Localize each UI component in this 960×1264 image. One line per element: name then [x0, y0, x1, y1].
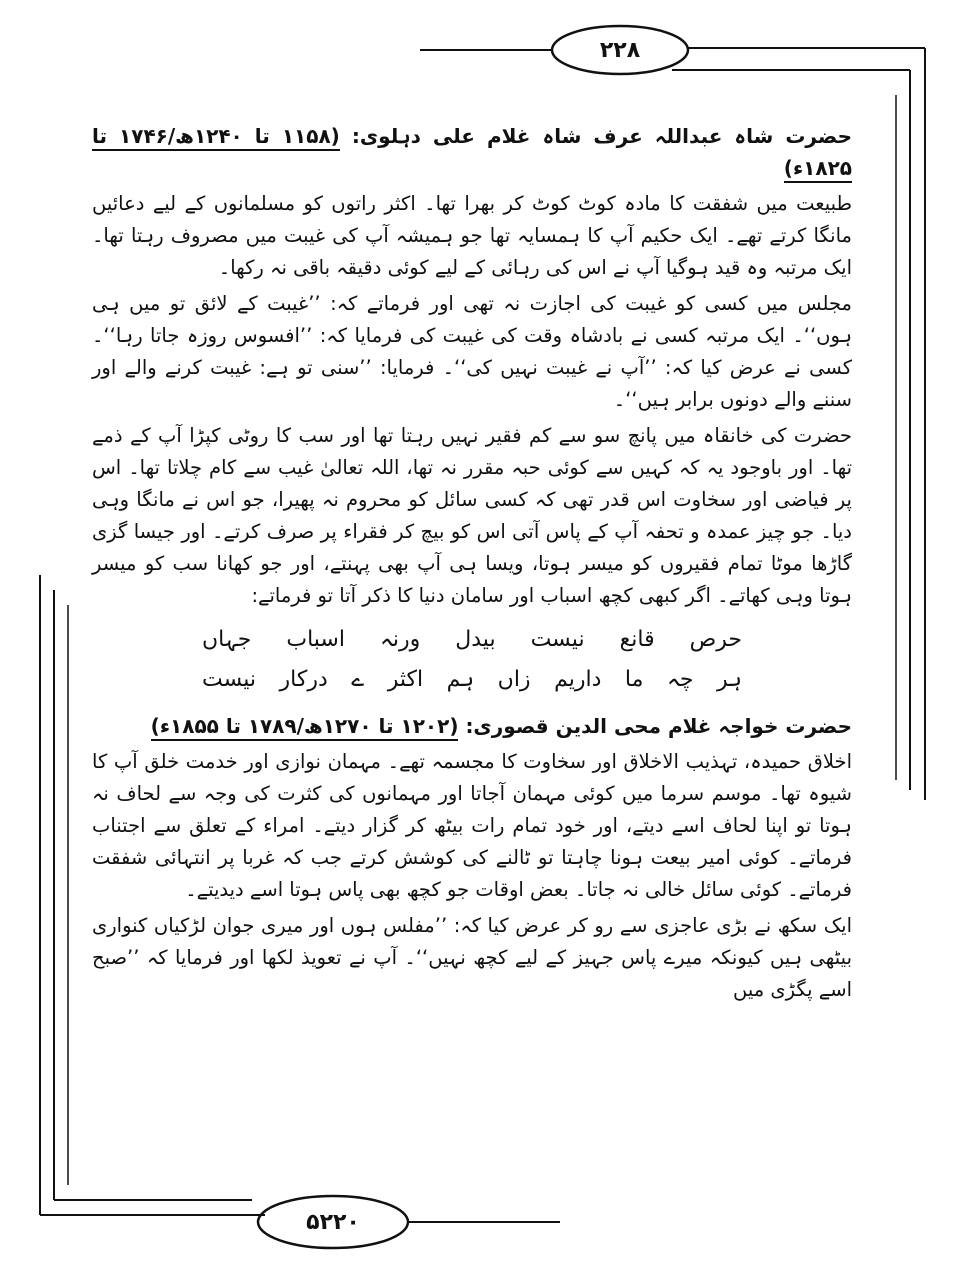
paragraph: حضرت کی خانقاہ میں پانچ سو سے کم فقیر نہیں رہتا تھا اور سب کا روٹی کپڑا آپ کے ذمے تھا۔ اور باوجود یہ کہ کہیں سے کوئی حبہ مقرر نہ تھا، اللہ تعالیٰ غیب سے کام چلاتا تھا۔ اس پر فیاضی اور سخاوت اس قدر تھی کہ کسی سائل کو محروم نہ پھیرا، جو اس نے مانگا وہی دیا۔ جو چیز عمدہ و تحفہ آپ کے پاس آتی اس کو بیچ کر فقراء پر صرف کرتے۔ اور جیسا گزی گاڑھا موٹا تمام فقیروں کو میسر ہوتا، ویسا ہی آپ بھی پہنتے، اور جو کھانا سب کو میسر ہوتا وہی کھاتے۔ اگر کبھی کچھ اسباب اور سامان دنیا کا ذکر آتا تو فرماتے: [92, 424, 852, 607]
paragraph: طبیعت میں شفقت کا مادہ کوٹ کوٹ کر بھرا تھا۔ اکثر راتوں کو مسلمانوں کے لیے دعائیں مانگا کرتے تھے۔ ایک حکیم آپ کا ہمسایہ تھا جو ہمیشہ آپ کی غیبت میں مصروف رہتا تھا۔ ایک مرتبہ وہ قید ہوگیا آپ نے اس کی رہائی کے لیے کوئی دقیقہ باقی نہ رکھا۔ [92, 192, 852, 279]
section-heading [92, 710, 852, 742]
persian-verse [92, 620, 852, 700]
paragraph: مجلس میں کسی کو غیبت کی اجازت نہ تھی اور فرماتے کہ: ’’غیبت کے لائق تو میں ہی ہوں‘‘۔ ایک مرتبہ کسی نے بادشاہ وقت کی غیبت کی فرمایا کہ: ’’افسوس روزہ جاتا رہا‘‘۔ کسی نے عرض کیا کہ: ’’آپ نے غیبت نہیں کی‘‘۔ فرمایا: ’’سنی تو ہے: غیبت کرنے والے اور سننے والے دونوں برابر ہیں‘‘۔ [92, 292, 852, 411]
section-heading [92, 120, 852, 184]
paragraph: ایک سکھ نے بڑی عاجزی سے رو کر عرض کیا کہ: ’’مفلس ہوں اور میری جوان لڑکیاں کنواری بیٹھی ہیں کیونکہ میرے پاس جہیز کے لیے کچھ نہیں‘‘۔ آپ نے تعویذ لکھا اور فرمایا کہ ’’صبح اسے پگڑی میں [92, 914, 852, 1001]
verse-line: حرص قانع نیست بیدل ورنہ اسباب جہاں [202, 627, 742, 652]
heading-dates: (۱۱۵۸ تا ۱۲۴۰ھ/۱۷۴۶ تا ۱۸۲۵ء) [92, 124, 852, 183]
heading-name: حضرت شاہ عبداللہ عرف شاہ غلام علی دہلوی: [351, 124, 852, 148]
page-number: ۲۲۸ [599, 37, 641, 63]
heading-dates: (۱۲۰۲ تا ۱۲۷۰ھ/۱۷۸۹ تا ۱۸۵۵ء) [151, 714, 459, 741]
verse-line: ہر چہ ما داریم زاں ہم اکثر ے درکار نیست [202, 667, 742, 692]
page-content [92, 114, 852, 1010]
heading-name: حضرت خواجہ غلام محی الدین قصوری: [465, 714, 852, 738]
serial-number: ۵۲۲۰ [306, 1209, 360, 1235]
paragraph: اخلاق حمیدہ، تہذیب الاخلاق اور سخاوت کا مجسمہ تھے۔ مہمان نوازی اور خدمت خلق آپ کا شیوہ تھا۔ موسم سرما میں کوئی مہمان آجاتا اور مہمانوں کی کثرت کی وجہ سے لحاف نہ ہوتا تو اپنا لحاف اسے دیتے، اور خود تمام رات بیٹھ کر گزار دیتے۔ امراء کے تعلق سے اجتناب فرماتے۔ کوئی امیر بیعت ہونا چاہتا تو ٹالنے کی کوشش کرتے جب کہ غربا پر انتہائی شفقت فرماتے۔ کوئی سائل خالی نہ جاتا۔ بعض اوقات جو کچھ بھی پاس ہوتا اسے دیدیتے۔ [92, 750, 852, 901]
